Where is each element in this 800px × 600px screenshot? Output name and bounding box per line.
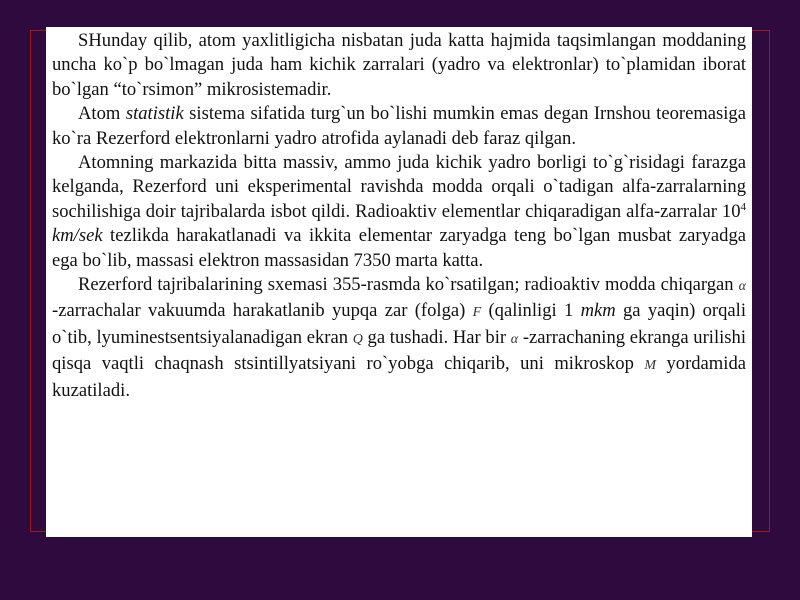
unit-mkm: mkm — [580, 300, 616, 322]
paragraph-3-text-a: Atomning markazida bitta massiv, ammo juda kichik yadro borligi to`g`risidagi farazga kelganda, Rezerford uni eksperimental ravishda modda orqali o`tadigan alfa-zarralarning sochilishiga doir tajribalarda isbot qildi. Radioaktiv elementlar chiqaradigan alfa-zarralar 10 — [52, 152, 746, 222]
paragraph-3-text-b: tezlikda harakatlanadi va ikkita elementar zaryadga teng bo`lgan musbat zaryadga ega bo`lib, massasi elektron massasidan 7350 marta katta. — [52, 225, 746, 271]
symbol-m: M — [644, 358, 657, 374]
document-page — [46, 27, 752, 537]
paragraph-4 — [52, 273, 746, 403]
paragraph-2 — [52, 102, 746, 151]
paragraph-4-text-a: Rezerford tajribalarining sxemasi 355-rasmda ko`rsatilgan; radioaktiv modda chiqargan — [78, 274, 739, 296]
paragraph-4-text-f: -zarrachaning ekranga urilishi qisqa vaqtli chaqnash stsintillyatsiyani ro`yobga chiqarib, uni mikroskop — [52, 326, 746, 375]
symbol-f: F — [472, 305, 482, 321]
unit-km-sek: km/sek — [52, 225, 103, 247]
symbol-q: Q — [352, 331, 363, 347]
term-statistik: statistik — [125, 103, 184, 125]
paragraph-4-text-c: (qalinligi 1 — [481, 300, 581, 322]
paragraph-4-text-d: ga yaqin) orqali o`tib, lyuminestsentsiyalanadigan ekran — [52, 300, 746, 348]
paragraph-4-text-e: ga tushadi. Har bir — [362, 326, 511, 348]
paragraph-4-text-g: yordamida kuzatiladi. — [52, 353, 746, 401]
alpha-symbol: α — [738, 279, 746, 295]
paragraph-2-text-c: sistema sifatida turg`un bo`lishi mumkin emas degan Irnshou teoremasiga ko`ra Rezerford elektronlarni yadro atrofida aylanadi deb faraz qilgan. — [52, 103, 746, 149]
exponent-4: 4 — [740, 200, 746, 213]
paragraph-4-text-b: -zarrachalar vakuumda harakatlanib yupqa zar (folga) — [52, 300, 473, 322]
paragraph-3 — [52, 151, 746, 273]
paragraph-2-text-a: Atom — [78, 103, 126, 125]
paragraph-1: SHunday qilib, atom yaxlitligicha nisbatan juda katta hajmida taqsimlangan moddaning uncha ko`p bo`lmagan juda ham kichik zarralari (yadro va elektronlar) to`plamidan iborat bo`lgan “to`rsimon” mikrosistemadir. — [52, 30, 746, 100]
alpha-symbol-2: α — [510, 331, 519, 347]
